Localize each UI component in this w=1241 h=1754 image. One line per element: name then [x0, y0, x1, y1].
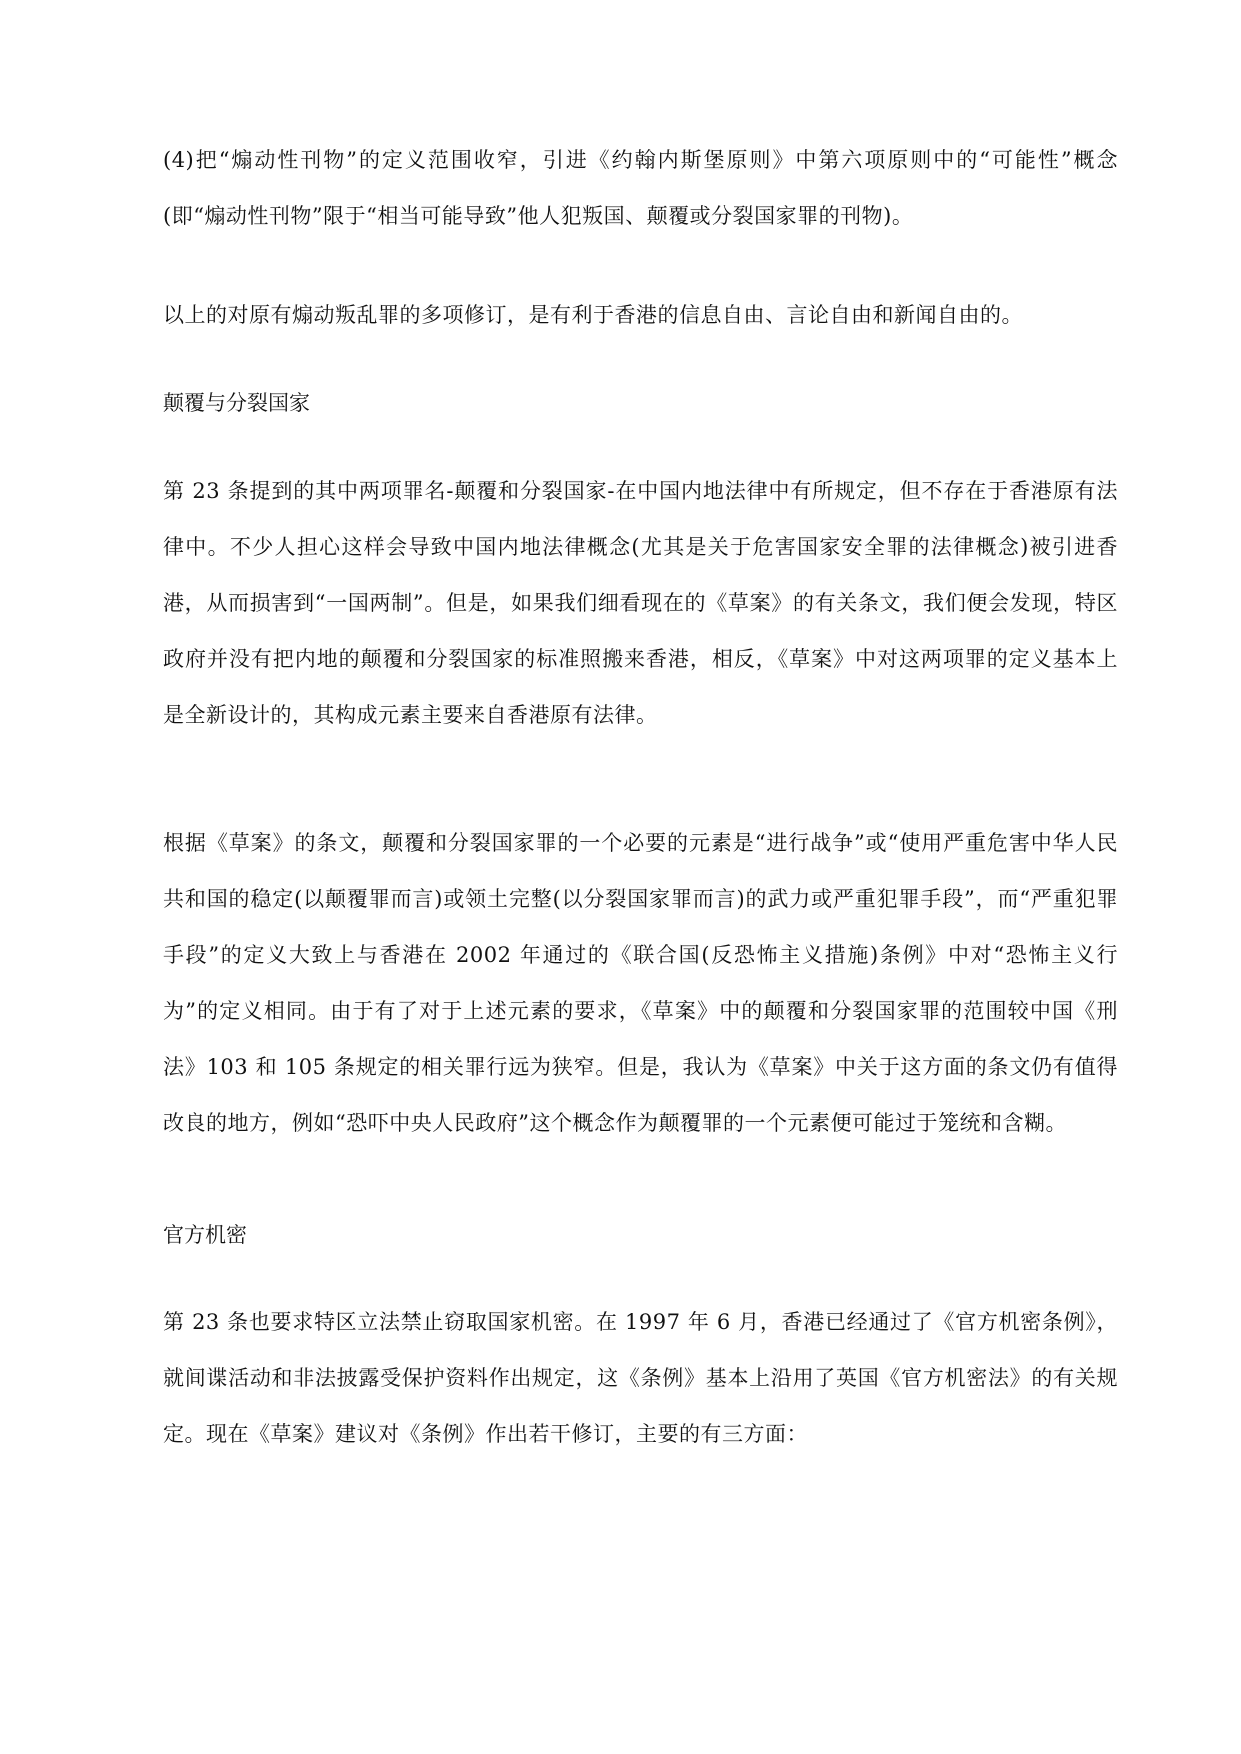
- paragraph-subversion-secession-elements: 根据《草案》的条文，颠覆和分裂国家罪的一个必要的元素是“进行战争”或“使用严重危害中华人民共和国的稳定(以颠覆罪而言)或领土完整(以分裂国家罪而言)的武力或严重犯罪手段”，而“严重犯罪手段”的定义大致上与香港在 2002 年通过的《联合国(反恐怖主义措施)条例》中对“恐怖主义行为”的定义相同。由于有了对于上述元素的要求，《草案》中的颠覆和分裂国家罪的范围较中国《刑法》103 和 105 条规定的相关罪行远为狭窄。但是，我认为《草案》中关于这方面的条文仍有值得改良的地方，例如“恐吓中央人民政府”这个概念作为颠覆罪的一个元素便可能过于笼统和含糊。: [163, 831, 1118, 1135]
- paragraph-seditious-publication-definition: (4)把“煽动性刊物”的定义范围收窄，引进《约翰内斯堡原则》中第六项原则中的“可能性”概念(即“煽动性刊物”限于“相当可能导致”他人犯叛国、颠覆或分裂国家罪的刊物)。: [163, 148, 1118, 228]
- paragraph-subversion-secession-intro: 第 23 条提到的其中两项罪名-颠覆和分裂国家-在中国内地法律中有所规定，但不存在于香港原有法律中。不少人担心这样会导致中国内地法律概念(尤其是关于危害国家安全罪的法律概念)被引进香港，从而损害到“一国两制”。但是，如果我们细看现在的《草案》的有关条文，我们便会发现，特区政府并没有把内地的颠覆和分裂国家的标准照搬来香港，相反，《草案》中对这两项罪的定义基本上是全新设计的，其构成元素主要来自香港原有法律。: [163, 479, 1118, 727]
- section-heading-official-secrets: 官方机密: [163, 1223, 247, 1247]
- paragraph-sedition-amendments-summary: 以上的对原有煽动叛乱罪的多项修订，是有利于香港的信息自由、言论自由和新闻自由的。: [163, 303, 1023, 327]
- section-heading-subversion-secession: 颠覆与分裂国家: [163, 391, 310, 415]
- paragraph-official-secrets-intro: 第 23 条也要求特区立法禁止窃取国家机密。在 1997 年 6 月，香港已经通过了《官方机密条例》，就间谍活动和非法披露受保护资料作出规定，这《条例》基本上沿用了英国《官方机密法》的有关规定。现在《草案》建议对《条例》作出若干修订，主要的有三方面：: [163, 1310, 1118, 1446]
